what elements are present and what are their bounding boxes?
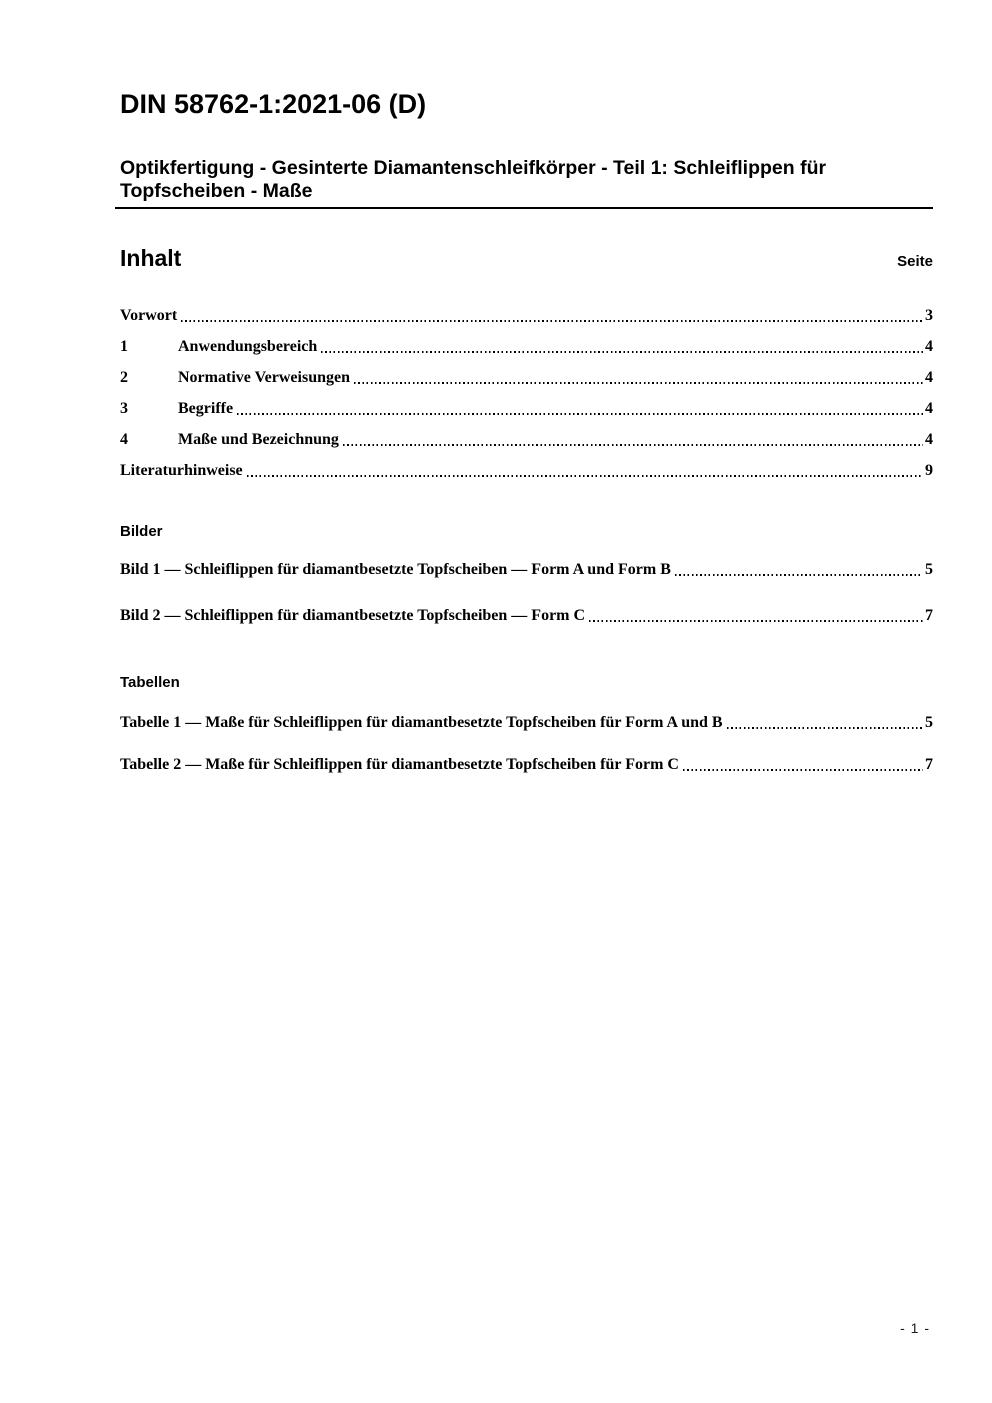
doc-number: DIN 58762-1:2021-06 (D) (120, 89, 427, 119)
toc-entry-4 (120, 430, 933, 449)
toc-entry-label: Vorwort (120, 307, 178, 324)
table-entry-2 (120, 755, 933, 774)
toc-entry-page: 9 (925, 462, 933, 479)
doc-title: Optikfertigung - Gesinterte Diamantenschleifkörper - Teil 1: Schleiflippen für Topfscheiben - Maße (120, 157, 827, 202)
table-entry-page: 7 (925, 756, 933, 773)
dot-leader (675, 574, 923, 576)
toc-entry-1 (120, 337, 933, 356)
toc-entry-label: Normative Verweisungen (178, 369, 350, 386)
dot-leader (354, 382, 923, 384)
toc-entry-vorwort (120, 306, 933, 325)
figures-heading: Bilder (120, 523, 163, 540)
table-entry-label: Tabelle 1 — Maße für Schleiflippen für diamantbesetzte Topfscheiben für Form A und B (120, 714, 723, 731)
toc-entry-label: Anwendungsbereich (178, 338, 318, 355)
dot-leader (589, 620, 923, 622)
toc-header (120, 244, 933, 276)
dot-leader (727, 727, 923, 729)
toc-entry-literaturhinweise (120, 461, 933, 480)
figures-list (120, 560, 933, 625)
tables-heading: Tabellen (120, 674, 180, 691)
toc-entry-page: 4 (925, 369, 933, 386)
toc-entry-label: Literaturhinweise (120, 462, 243, 479)
dot-leader (237, 413, 923, 415)
dot-leader (321, 351, 923, 353)
toc-entry-number: 1 (120, 338, 128, 355)
figure-entry-page: 7 (925, 607, 933, 624)
tables-list (120, 713, 933, 774)
page-number: - 1 - (900, 1320, 930, 1336)
toc-entry-page: 4 (925, 400, 933, 417)
figure-entry-label: Bild 1 — Schleiflippen für diamantbesetzte Topfscheiben — Form A und Form B (120, 561, 671, 578)
toc-heading: Inhalt (120, 245, 182, 271)
toc-entry-number: 2 (120, 369, 128, 386)
toc-entry-number: 3 (120, 400, 128, 417)
toc-entry-page: 3 (925, 307, 933, 324)
toc-entry-page: 4 (925, 431, 933, 448)
toc-list (120, 306, 933, 480)
toc-entry-label: Maße und Bezeichnung (178, 431, 339, 448)
title-divider (115, 207, 933, 209)
toc-entry-page: 4 (925, 338, 933, 355)
figure-entry-page: 5 (925, 561, 933, 578)
toc-page-column-label: Seite (897, 253, 933, 270)
table-entry-label: Tabelle 2 — Maße für Schleiflippen für diamantbesetzte Topfscheiben für Form C (120, 756, 679, 773)
table-entry-1 (120, 713, 933, 732)
dot-leader (683, 769, 923, 771)
dot-leader (247, 475, 923, 477)
figure-entry-label: Bild 2 — Schleiflippen für diamantbesetzte Topfscheiben — Form C (120, 607, 586, 624)
figure-entry-2 (120, 606, 933, 625)
dot-leader (343, 444, 923, 446)
toc-entry-number: 4 (120, 431, 128, 448)
toc-entry-2 (120, 368, 933, 387)
toc-entry-3 (120, 399, 933, 418)
toc-entry-label: Begriffe (178, 400, 234, 417)
figure-entry-1 (120, 560, 933, 579)
dot-leader (181, 320, 923, 322)
page-content (120, 0, 933, 797)
table-entry-page: 5 (925, 714, 933, 731)
